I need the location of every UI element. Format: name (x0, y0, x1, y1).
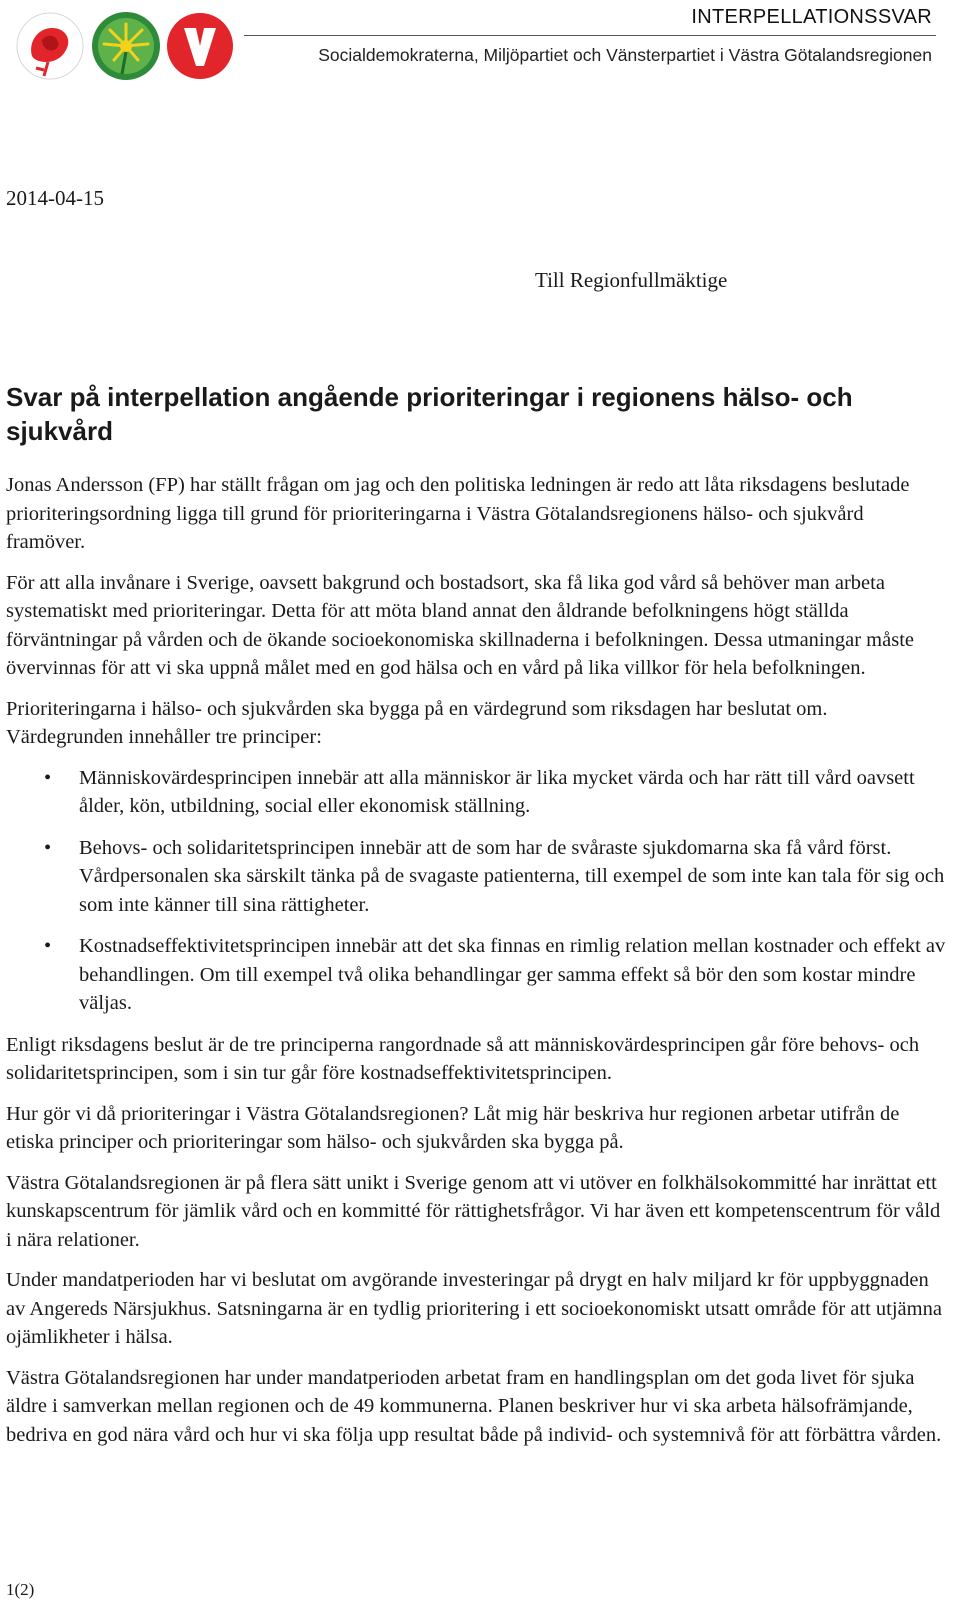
paragraph-systematic-priorities: För att alla invånare i Sverige, oavsett bakgrund och bostadsort, ska få lika god vård så behöver man arbeta systematiskt med prioriteringar. Detta för att möta bland annat den åldrande befolkningens högt ställda förväntningar på vården och de ökande socioekonomiska skillnaderna i befolkningen. Dessa utmaningar måste övervinnas för att vi ska uppnå målet med en god hälsa och en vård på lika villkor för hela befolkningen. (6, 571, 914, 679)
paragraph-action-plan: Västra Götalandsregionen har under mandatperioden arbetat fram en handlingsplan om det goda livet för sjuka äldre i samverkan mellan regionen och de 49 kommunerna. Planen beskriver hur vi ska arbeta hälsofrämjande, bedriva en god nära vård och hur vi ska följa upp resultat både på individ- och systemnivå för att förbättra vården. (6, 1366, 942, 1446)
list-item-human-dignity (6, 764, 946, 821)
list-item-text: Kostnadseffektivitetsprincipen innebär att det ska finnas en rimlig relation mellan kostnader och effekt av behandlingen. Om till exempel två olika behandlingar ger samma effekt så bör den som kostar mindre väljas. (79, 935, 946, 1014)
party-logos-graphic (14, 10, 236, 82)
header-divider (244, 35, 936, 36)
paragraph-unique-region: Västra Götalandsregionen är på flera sätt unikt i Sverige genom att vi utöver en folkhälsokommitté har inrättat ett kunskapscentrum för jämlik vård och en kommitté för rättighetsfrågor. Vi har även ett kompetenscentrum för våld i nära relationer. (6, 1171, 941, 1251)
list-item-text: Behovs- och solidaritetsprincipen innebär att de som har de svåraste sjukdomarna ska få vård först. Vårdpersonalen ska särskilt tänka på de svagaste patienterna, till exempel de som inte kan tala för sig och som inte känner till sina rättigheter. (79, 836, 945, 916)
list-item-need-solidarity (6, 834, 946, 920)
document-date: 2014-04-15 (6, 186, 104, 210)
header-parties: Socialdemokraterna, Miljöpartiet och Vänsterpartiet i Västra Götalandsregionen (318, 45, 932, 65)
socialdemokraterna-rose-logo (17, 13, 83, 79)
paragraph-value-basis: Prioriteringarna i hälso- och sjukvården ska bygga på en värdegrund som riksdagen har beslutat om. Värdegrunden innehåller tre principer: (6, 697, 828, 748)
list-item-text: Människovärdesprincipen innebär att alla människor är lika mycket värda och har rätt till vård oavsett ålder, kön, utbildning, social eller ekonomisk ställning. (79, 766, 915, 817)
page-number: 1(2) (6, 1580, 35, 1599)
paragraph-how-prioritize: Hur gör vi då prioriteringar i Västra Götalandsregionen? Låt mig här beskriva hur regionen arbetar utifrån de etiska principer och prioriteringar som hälso- och sjukvården ska bygga på. (6, 1102, 900, 1153)
paragraph-investments: Under mandatperioden har vi beslutat om avgörande investeringar på drygt en halv miljard kr för uppbyggnaden av Angereds Närsjukhus. Satsningarna är en tydlig prioritering i ett socioekonomiskt utsatt område för att utjämna ojämlikheter i hälsa. (6, 1269, 942, 1348)
bullet-icon: • (44, 836, 52, 859)
vansterpartiet-v-logo (167, 13, 233, 79)
bullet-icon: • (44, 935, 52, 957)
paragraph-question: Jonas Andersson (FP) har ställt frågan om jag och den politiska ledningen är redo att låta riksdagens beslutade prioriteringsordning ligga till grund för prioriteringarna i Västra Götalandsregionens hälso- och sjukvård framöver. (6, 474, 910, 553)
list-item-cost-effectiveness (6, 932, 946, 1018)
principles-list (6, 764, 946, 1018)
miljopartiet-dandelion-logo (92, 12, 160, 80)
recipient: Till Regionfullmäktige (535, 268, 728, 292)
party-logos (14, 10, 236, 82)
document-type: INTERPELLATIONSSVAR (691, 6, 932, 28)
paragraph-ranking: Enligt riksdagens beslut är de tre principerna rangordnade så att människovärdesprincipen går före behovs- och solidaritetsprincipen, som i sin tur går före kostnadseffektivitetsprincipen. (6, 1033, 920, 1084)
document-body (6, 471, 946, 1461)
document-title: Svar på interpellation angående prioriteringar i regionens hälso- och sjukvård (6, 382, 853, 446)
bullet-icon: • (44, 766, 52, 789)
